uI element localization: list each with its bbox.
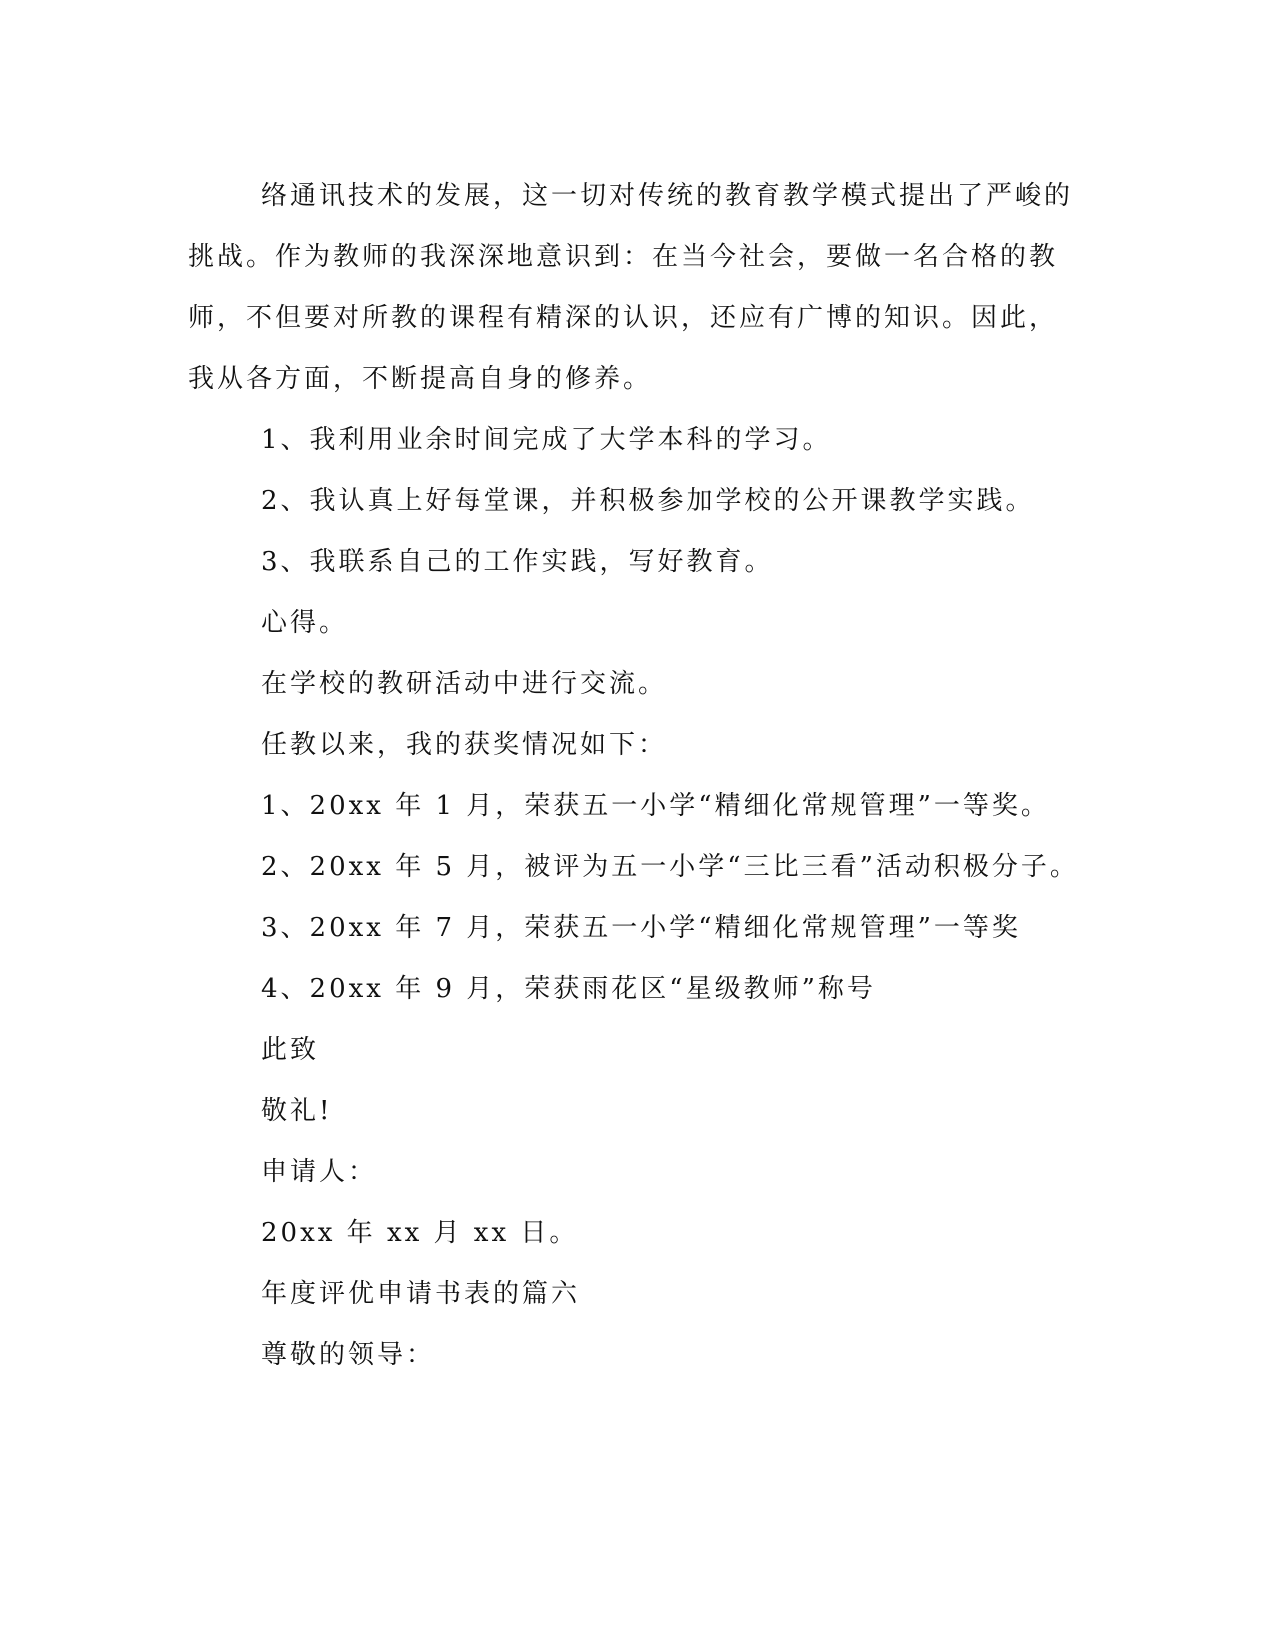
- document-body: [188, 166, 1079, 1386]
- award-item: 1、20xx 年 1 月，荣获五一小学“精细化常规管理”一等奖。: [261, 791, 1050, 821]
- list-item: 2、我认真上好每堂课，并积极参加学校的公开课教学实践。: [261, 486, 1035, 516]
- greeting-line: 尊敬的领导：: [261, 1340, 436, 1370]
- section-heading: 年度评优申请书表的篇六: [261, 1279, 581, 1309]
- paragraph-line: 任教以来，我的获奖情况如下：: [261, 730, 668, 760]
- paragraph-line: 心得。: [261, 608, 349, 638]
- closing-regards: 敬礼!: [261, 1096, 333, 1126]
- paragraph-line: 在学校的教研活动中进行交流。: [261, 669, 668, 699]
- award-item: 4、20xx 年 9 月，荣获雨花区“星级教师”称号: [261, 974, 876, 1004]
- applicant-label: 申请人：: [261, 1157, 378, 1187]
- list-item: 1、我利用业余时间完成了大学本科的学习。: [261, 425, 832, 455]
- date-line: 20xx 年 xx 月 xx 日。: [261, 1218, 579, 1248]
- award-item: 2、20xx 年 5 月，被评为五一小学“三比三看”活动积极分子。: [261, 852, 1079, 882]
- list-item: 3、我联系自己的工作实践，写好教育。: [261, 547, 774, 577]
- paragraph-line: 我从各方面，不断提高自身的修养。: [188, 364, 653, 394]
- paragraph-line: 络通讯技术的发展，这一切对传统的教育教学模式提出了严峻的: [261, 181, 1074, 211]
- closing-salutation: 此致: [261, 1035, 320, 1065]
- paragraph-line: 挑战。作为教师的我深深地意识到：在当今社会，要做一名合格的教: [188, 242, 1059, 272]
- award-item: 3、20xx 年 7 月，荣获五一小学“精细化常规管理”一等奖: [261, 913, 1021, 943]
- paragraph-line: 师，不但要对所教的课程有精深的认识，还应有广博的知识。因此，: [188, 303, 1059, 333]
